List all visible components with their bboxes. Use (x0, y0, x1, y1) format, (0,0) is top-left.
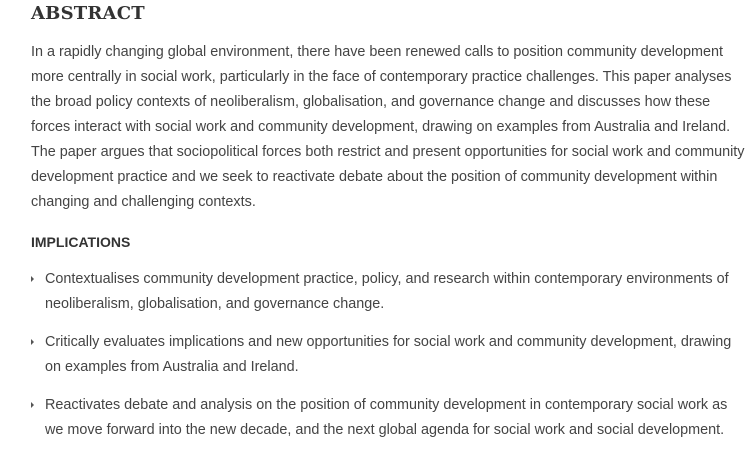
bullet-icon (31, 276, 34, 282)
list-item-text: Reactivates debate and analysis on the position of community development in contemporary social work as we move forward into the new decade, and the next global agenda for social work and social development. (45, 397, 728, 438)
abstract-heading: ABSTRACT (31, 3, 145, 24)
list-item-text: Critically evaluates implications and new opportunities for social work and community development, drawing on examples from Australia and Ireland. (45, 334, 732, 375)
implications-list (31, 267, 749, 443)
bullet-icon (31, 402, 34, 408)
list-item (31, 330, 735, 380)
abstract-text: In a rapidly changing global environment, there have been renewed calls to position community development more centrally in social work, particularly in the face of contemporary practice challenges. This paper analyses the broad policy contexts of neoliberalism, globalisation, and governance change and discusses how these forces interact with social work and community development, drawing on examples from Australia and Ireland. The paper argues that sociopolitical forces both restrict and present opportunities for social work and community development practice and we seek to reactivate debate about the position of community development within changing and challenging contexts. (31, 44, 745, 210)
list-item (31, 267, 735, 317)
implications-heading: IMPLICATIONS (31, 234, 131, 250)
list-item-text: Contextualises community development practice, policy, and research within contemporary environments of neoliberalism, globalisation, and governance change. (45, 271, 729, 312)
list-item (31, 393, 735, 443)
bullet-icon (31, 339, 34, 345)
